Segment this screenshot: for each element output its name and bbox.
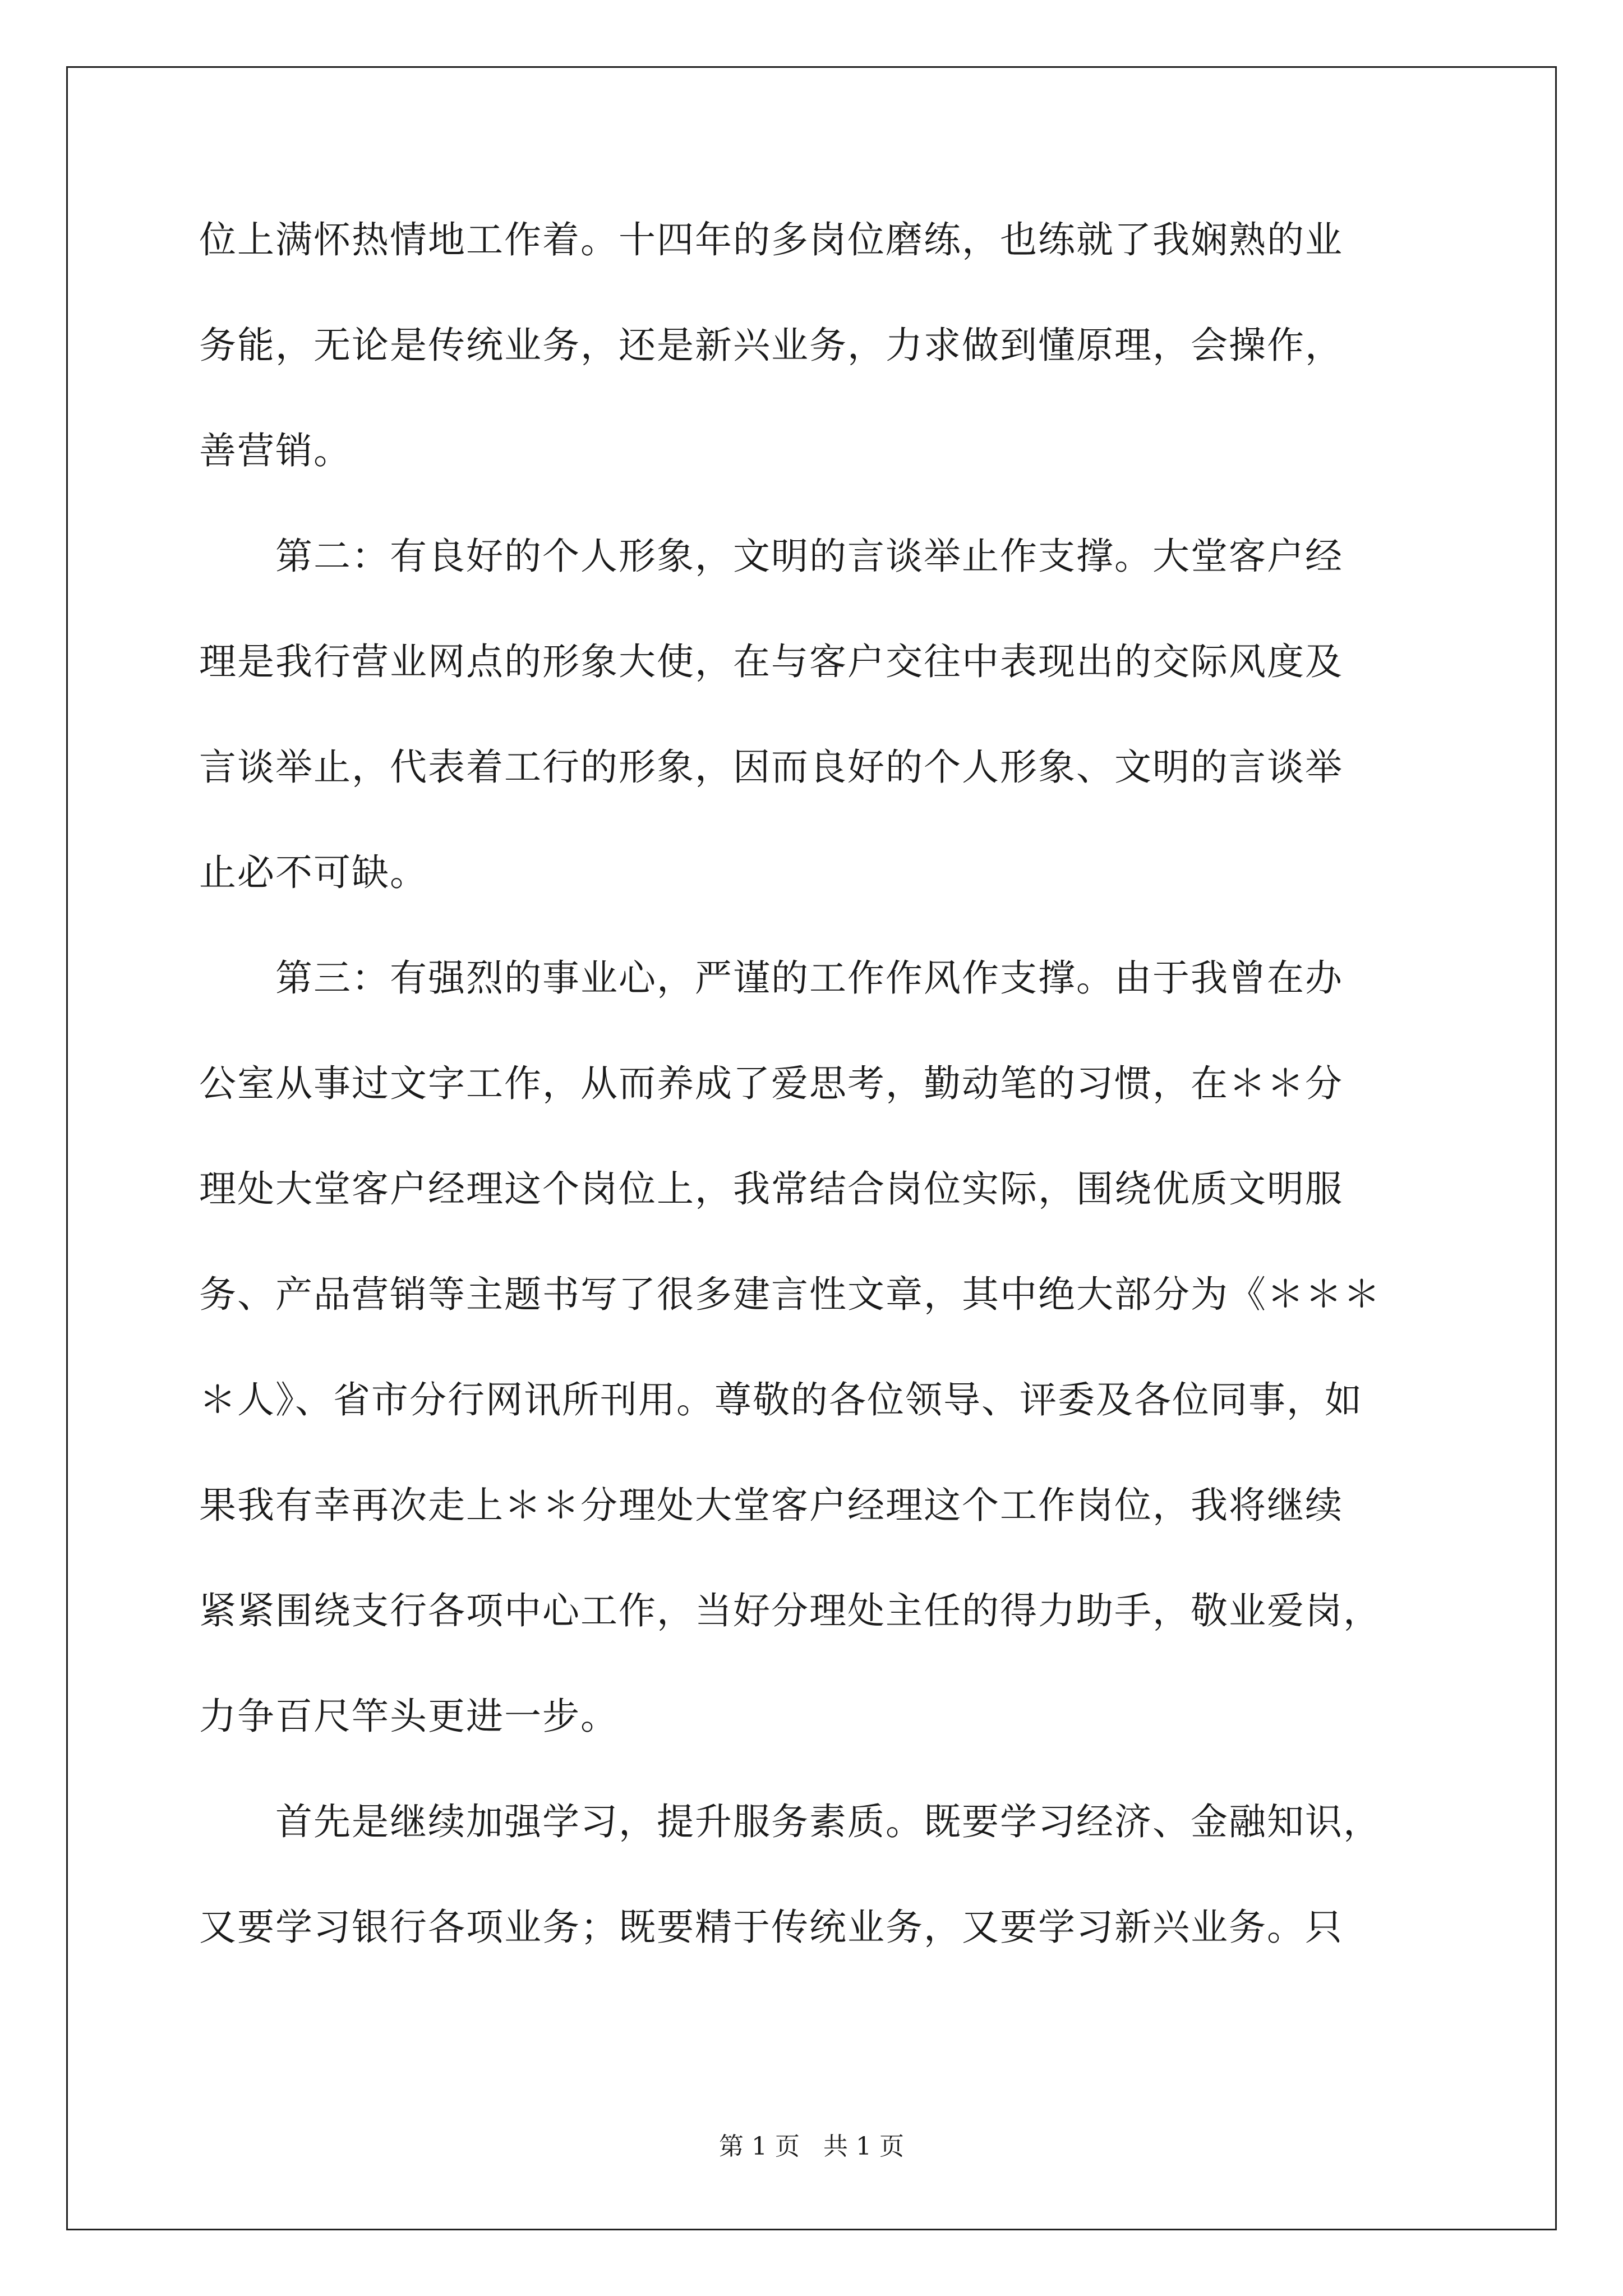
text-line: 理处大堂客户经理这个岗位上，我常结合岗位实际，围绕优质文明服 [199, 1167, 1343, 1211]
text-line: 务能，无论是传统业务，还是新兴业务，力求做到懂原理，会操作， [199, 324, 1343, 367]
text-line: 力争百尺竿头更进一步。 [199, 1695, 619, 1738]
text-line: 言谈举止，代表着工行的形象，因而良好的个人形象、文明的言谈举 [199, 746, 1343, 789]
text-line: 位上满怀热情地工作着。十四年的多岗位磨练，也练就了我娴熟的业 [199, 218, 1343, 261]
text-line: 理是我行营业网点的形象大使，在与客户交往中表现出的交际风度及 [199, 640, 1343, 683]
page-number-footer: 第 1 页 共 1 页 [719, 2132, 904, 2161]
text-line: 首先是继续加强学习，提升服务素质。既要学习经济、金融知识， [199, 1800, 1381, 1843]
text-line: 第二：有良好的个人形象，文明的言谈举止作支撑。大堂客户经 [199, 535, 1343, 578]
text-line: 善营销。 [199, 429, 352, 472]
text-line: 又要学习银行各项业务；既要精于传统业务，又要学习新兴业务。只 [199, 1906, 1343, 1949]
text-line: 公室从事过文字工作，从而养成了爱思考，勤动笔的习惯，在＊＊分 [199, 1062, 1343, 1105]
text-line: ＊人》、省市分行网讯所刊用。尊敬的各位领导、评委及各位同事，如 [199, 1378, 1363, 1421]
text-line: 务、产品营销等主题书写了很多建言性文章，其中绝大部分为《＊＊＊ [199, 1273, 1381, 1316]
text-line: 止必不可缺。 [199, 851, 428, 894]
text-line: 第三：有强烈的事业心，严谨的工作作风作支撑。由于我曾在办 [199, 956, 1343, 1000]
text-line: 果我有幸再次走上＊＊分理处大堂客户经理这个工作岗位，我将继续 [199, 1484, 1343, 1527]
text-line: 紧紧围绕支行各项中心工作，当好分理处主任的得力助手，敬业爱岗， [199, 1589, 1381, 1632]
document-body [199, 218, 1422, 2014]
